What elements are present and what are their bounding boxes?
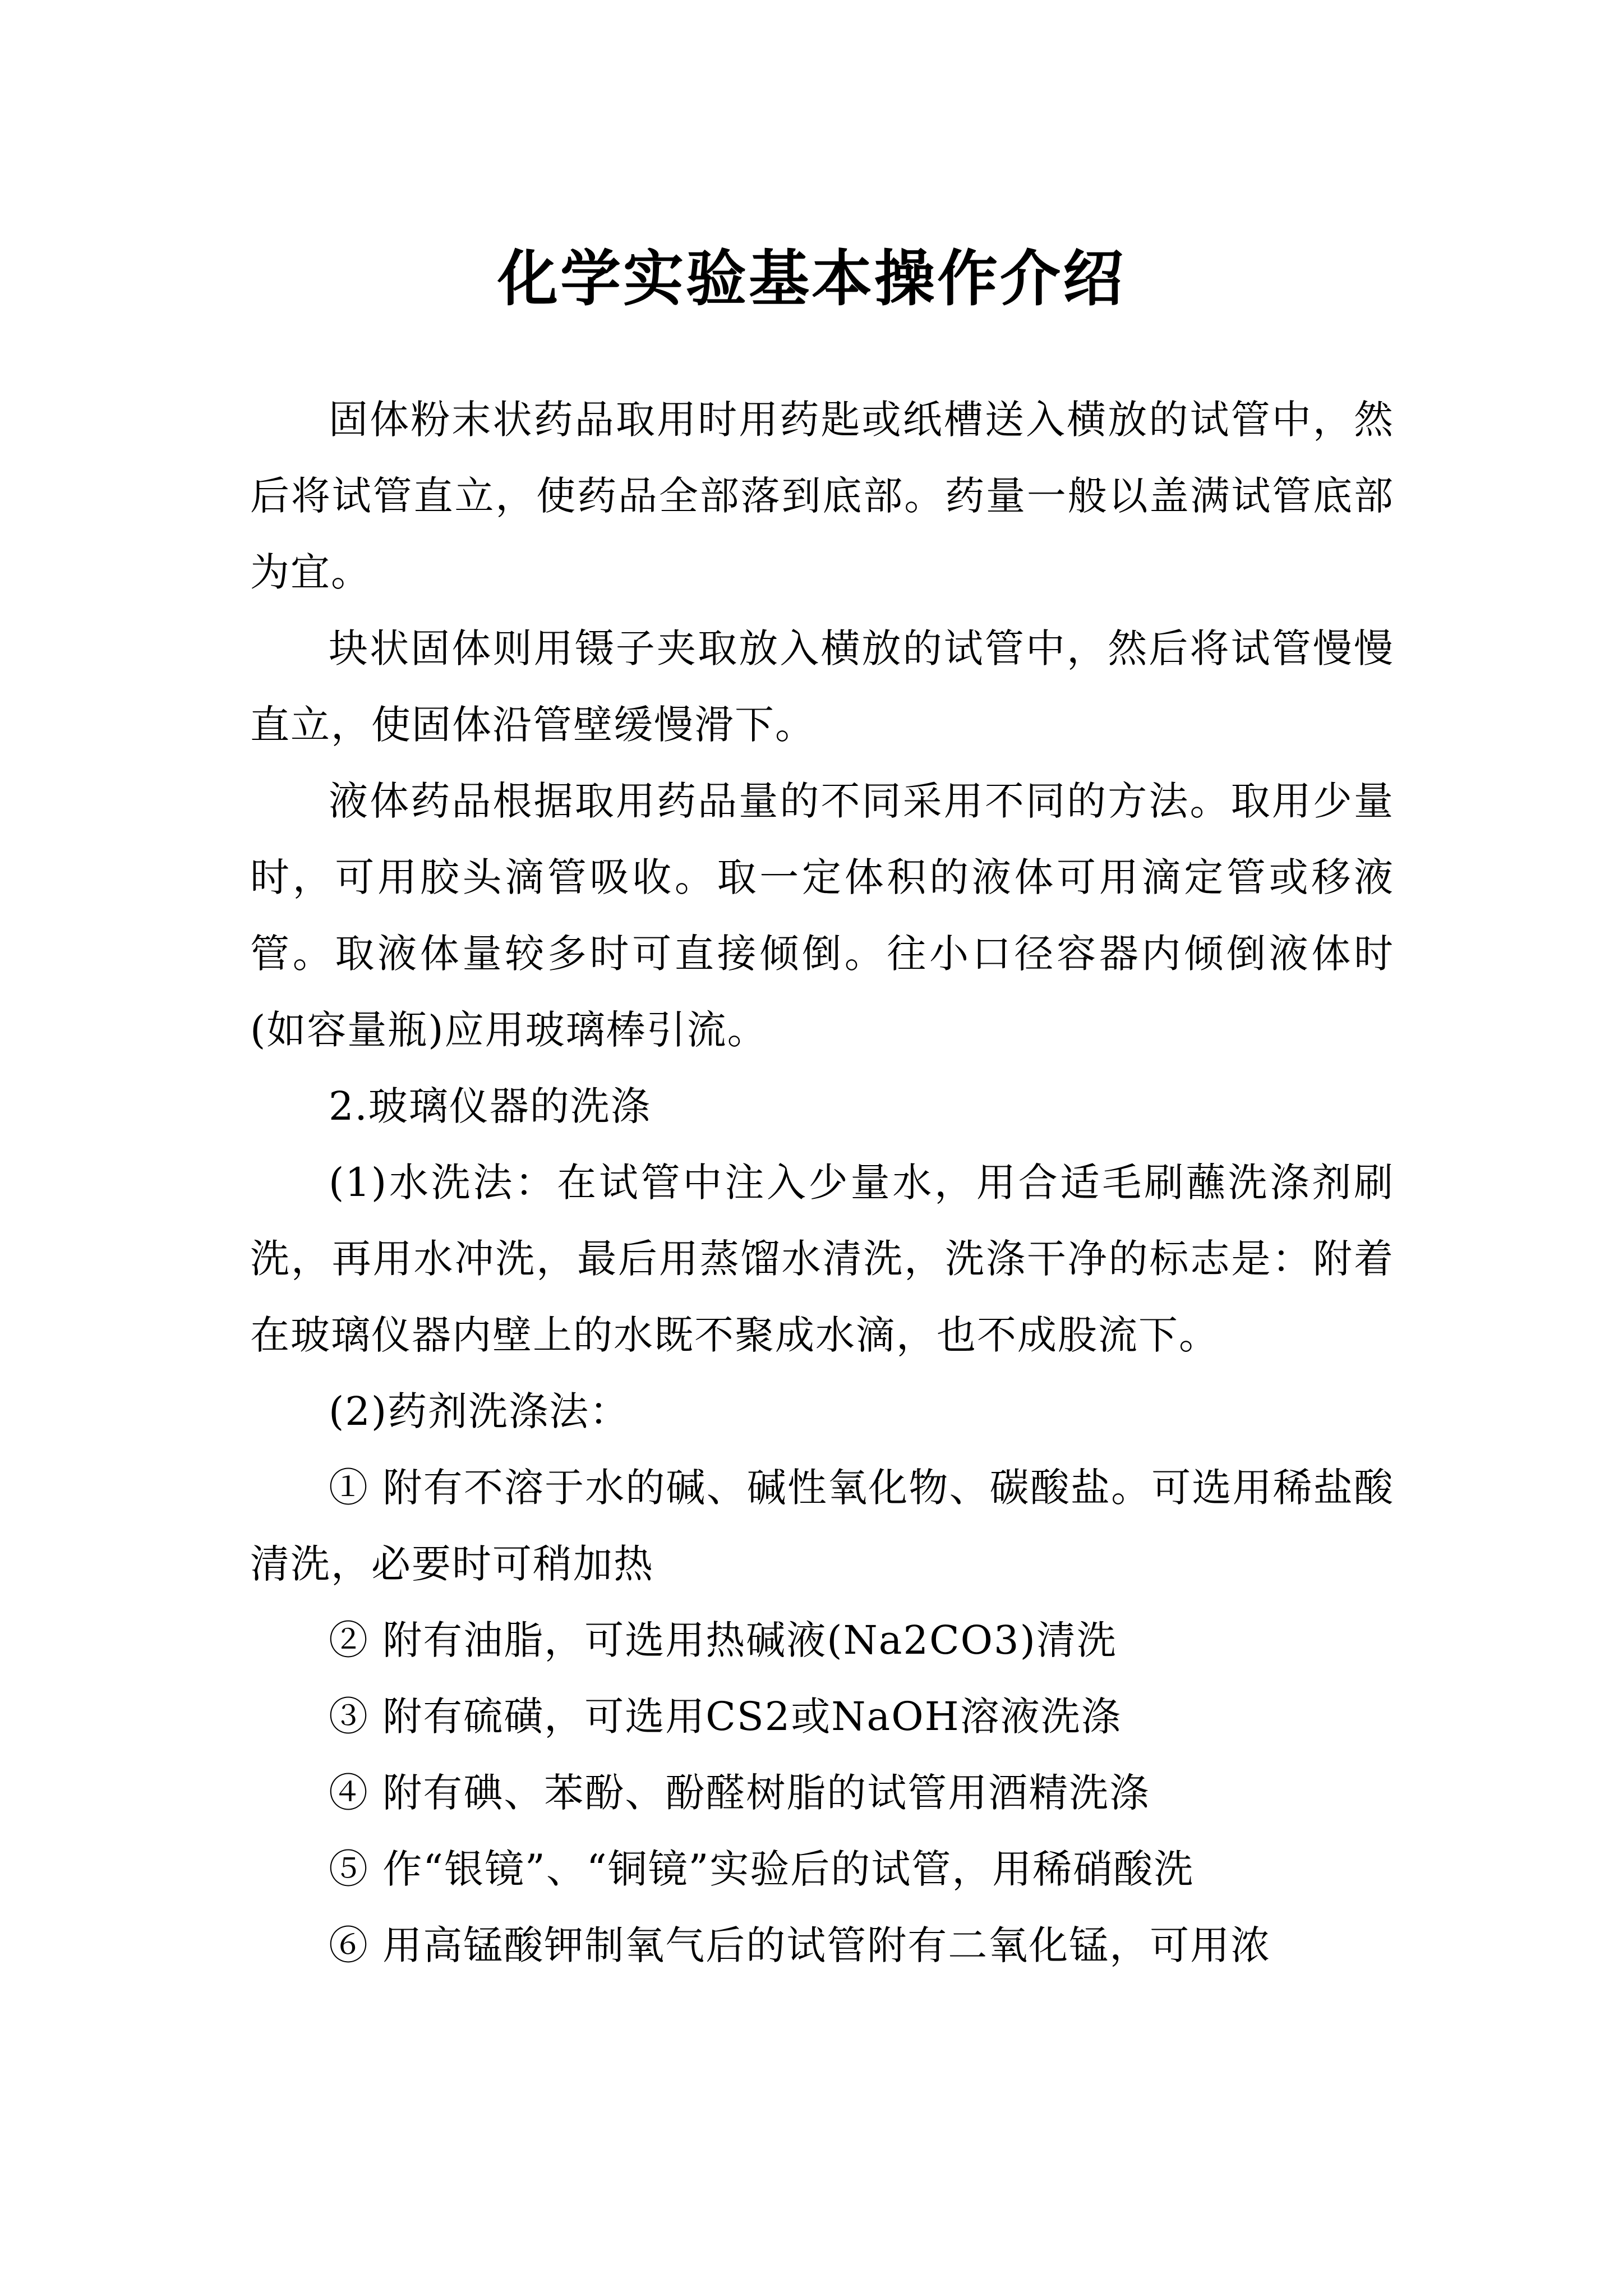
document-title: 化学实验基本操作介绍 bbox=[497, 243, 1126, 315]
list-item-3: ③ 附有硫磺，可选用CS2或NaOH溶液洗涤 bbox=[329, 1694, 1122, 1740]
list-item-1: ① 附有不溶于水的碱、碱性氧化物、碳酸盐。可选用稀盐酸清洗，必要时可稍加热 bbox=[250, 1465, 1394, 1587]
paragraph-liquid-reagents: 液体药品根据取用药品量的不同采用不同的方法。取用少量时，可用胶头滴管吸收。取一定体积的液体可用滴定管或移液管。取液体量较多时可直接倾倒。往小口径容器内倾倒液体时(如容量瓶)应用玻璃棒引流。 bbox=[250, 778, 1394, 1053]
paragraph-powder-reagents: 固体粉末状药品取用时用药匙或纸槽送入横放的试管中，然后将试管直立，使药品全部落到底部。药量一般以盖满试管底部为宜。 bbox=[250, 397, 1394, 595]
paragraph-solid-blocks: 块状固体则用镊子夹取放入横放的试管中，然后将试管慢慢直立，使固体沿管壁缓慢滑下。 bbox=[250, 625, 1394, 748]
list-item-4: ④ 附有碘、苯酚、酚醛树脂的试管用酒精洗涤 bbox=[329, 1770, 1150, 1816]
document-body bbox=[250, 381, 1394, 1984]
list-item-5: ⑤ 作“银镜”、“铜镜”实验后的试管，用稀硝酸洗 bbox=[329, 1846, 1195, 1892]
section-heading-glassware-washing: 2.玻璃仪器的洗涤 bbox=[329, 1083, 651, 1129]
paragraph-reagent-washing-heading: (2)药剂洗涤法： bbox=[329, 1388, 630, 1434]
list-item-6: ⑥ 用高锰酸钾制氧气后的试管附有二氧化锰，可用浓 bbox=[329, 1922, 1271, 1968]
paragraph-water-washing: (1)水洗法：在试管中注入少量水，用合适毛刷蘸洗涤剂刷洗，再用水冲洗，最后用蒸馏水清洗，洗涤干净的标志是：附着在玻璃仪器内壁上的水既不聚成水滴，也不成股流下。 bbox=[250, 1159, 1394, 1358]
list-item-2: ② 附有油脂，可选用热碱液(Na2CO3)清洗 bbox=[329, 1617, 1117, 1663]
